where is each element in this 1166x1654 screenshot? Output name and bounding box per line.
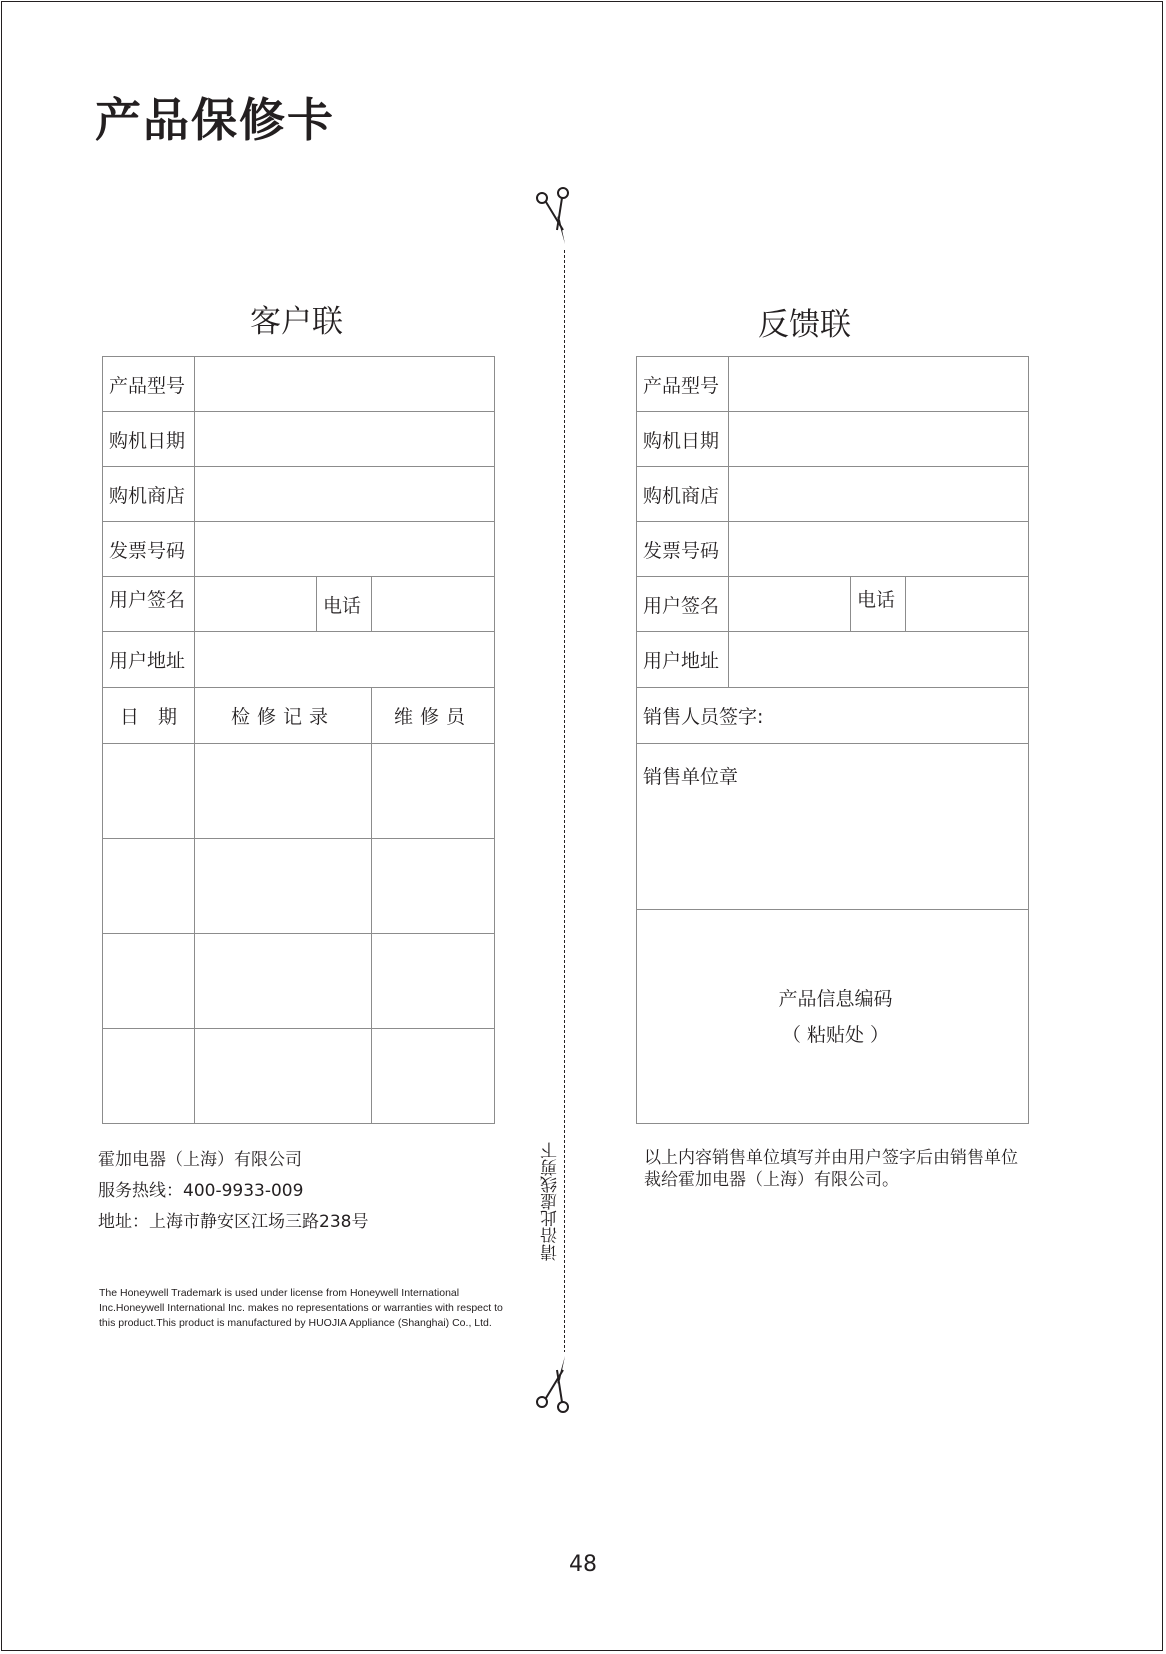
invoice-label: 发票号码 — [637, 522, 729, 577]
invoice-field[interactable] — [729, 522, 1029, 577]
purchase-date-label: 购机日期 — [637, 412, 729, 467]
repair-record-cell[interactable] — [195, 1029, 372, 1124]
phone-label: 电话 — [317, 577, 372, 632]
service-hotline: 服务热线：400-9933-009 — [98, 1181, 304, 1201]
product-code-note: （ 粘贴处 ） — [781, 1023, 890, 1046]
technician-cell[interactable] — [372, 934, 495, 1029]
product-code-label: 产品信息编码 — [778, 987, 893, 1010]
address-field[interactable] — [729, 632, 1029, 688]
purchase-date-label: 购机日期 — [103, 412, 195, 467]
invoice-label: 发票号码 — [103, 522, 195, 577]
model-field[interactable] — [195, 357, 495, 412]
store-label: 购机商店 — [637, 467, 729, 522]
repair-record-cell[interactable] — [195, 934, 372, 1029]
technician-cell[interactable] — [372, 839, 495, 934]
feedback-note: 以上内容销售单位填写并由用户签字后由销售单位裁给霍加电器（上海）有限公司。 — [644, 1148, 1018, 1190]
customer-form — [102, 356, 495, 1124]
sales-stamp-label: 销售单位章 — [643, 766, 739, 788]
repair-row — [103, 744, 495, 839]
store-label: 购机商店 — [103, 467, 195, 522]
signature-field[interactable] — [195, 577, 317, 632]
address-field[interactable] — [195, 632, 495, 688]
repair-date-header: 日 期 — [103, 688, 195, 744]
model-label: 产品型号 — [103, 357, 195, 412]
phone-field[interactable] — [372, 577, 495, 632]
page-number: 48 — [569, 1552, 597, 1577]
sales-signature-label: 销售人员签字: — [643, 706, 764, 728]
phone-field[interactable] — [906, 577, 1029, 632]
product-code-box[interactable] — [637, 910, 1029, 1124]
repair-record-cell[interactable] — [195, 839, 372, 934]
trademark-notice: The Honeywell Trademark is used under license from Honeywell International Inc.Honeywell International Inc. makes no representations or warranties with respect to this product.This product is manufactured by HUOJIA Appliance (Shanghai) Co., Ltd. — [99, 1287, 503, 1329]
cut-instruction: 请沿此虚线剪下 — [541, 1142, 561, 1261]
address-label: 用户地址 — [637, 632, 729, 688]
company-info — [98, 1145, 368, 1238]
repair-record-header: 检修记录 — [195, 688, 372, 744]
repair-date-cell[interactable] — [103, 934, 195, 1029]
repair-row — [103, 1029, 495, 1124]
purchase-date-field[interactable] — [729, 412, 1029, 467]
sales-stamp-field[interactable] — [637, 744, 1029, 910]
invoice-field[interactable] — [195, 522, 495, 577]
store-field[interactable] — [729, 467, 1029, 522]
cut-line — [564, 205, 565, 1388]
repair-row — [103, 934, 495, 1029]
feedback-form — [636, 356, 1029, 1124]
repair-row — [103, 839, 495, 934]
technician-header: 维修员 — [372, 688, 495, 744]
customer-copy-title: 客户联 — [250, 304, 343, 340]
repair-record-cell[interactable] — [195, 744, 372, 839]
repair-date-cell[interactable] — [103, 744, 195, 839]
feedback-copy-title: 反馈联 — [758, 307, 851, 343]
model-label: 产品型号 — [637, 357, 729, 412]
model-field[interactable] — [729, 357, 1029, 412]
address-label: 用户地址 — [103, 632, 195, 688]
store-field[interactable] — [195, 467, 495, 522]
scissors-icon — [534, 186, 580, 248]
page-title: 产品保修卡 — [95, 93, 335, 147]
signature-label: 用户签名 — [103, 577, 195, 632]
phone-label: 电话 — [851, 577, 906, 632]
technician-cell[interactable] — [372, 1029, 495, 1124]
signature-field[interactable] — [729, 577, 851, 632]
company-address: 地址：上海市静安区江场三路238号 — [98, 1212, 369, 1232]
purchase-date-field[interactable] — [195, 412, 495, 467]
company-name: 霍加电器（上海）有限公司 — [98, 1150, 302, 1170]
signature-label: 用户签名 — [637, 577, 729, 632]
technician-cell[interactable] — [372, 744, 495, 839]
scissors-icon — [534, 1352, 580, 1414]
sales-signature-field[interactable] — [637, 688, 1029, 744]
repair-date-cell[interactable] — [103, 1029, 195, 1124]
repair-date-cell[interactable] — [103, 839, 195, 934]
